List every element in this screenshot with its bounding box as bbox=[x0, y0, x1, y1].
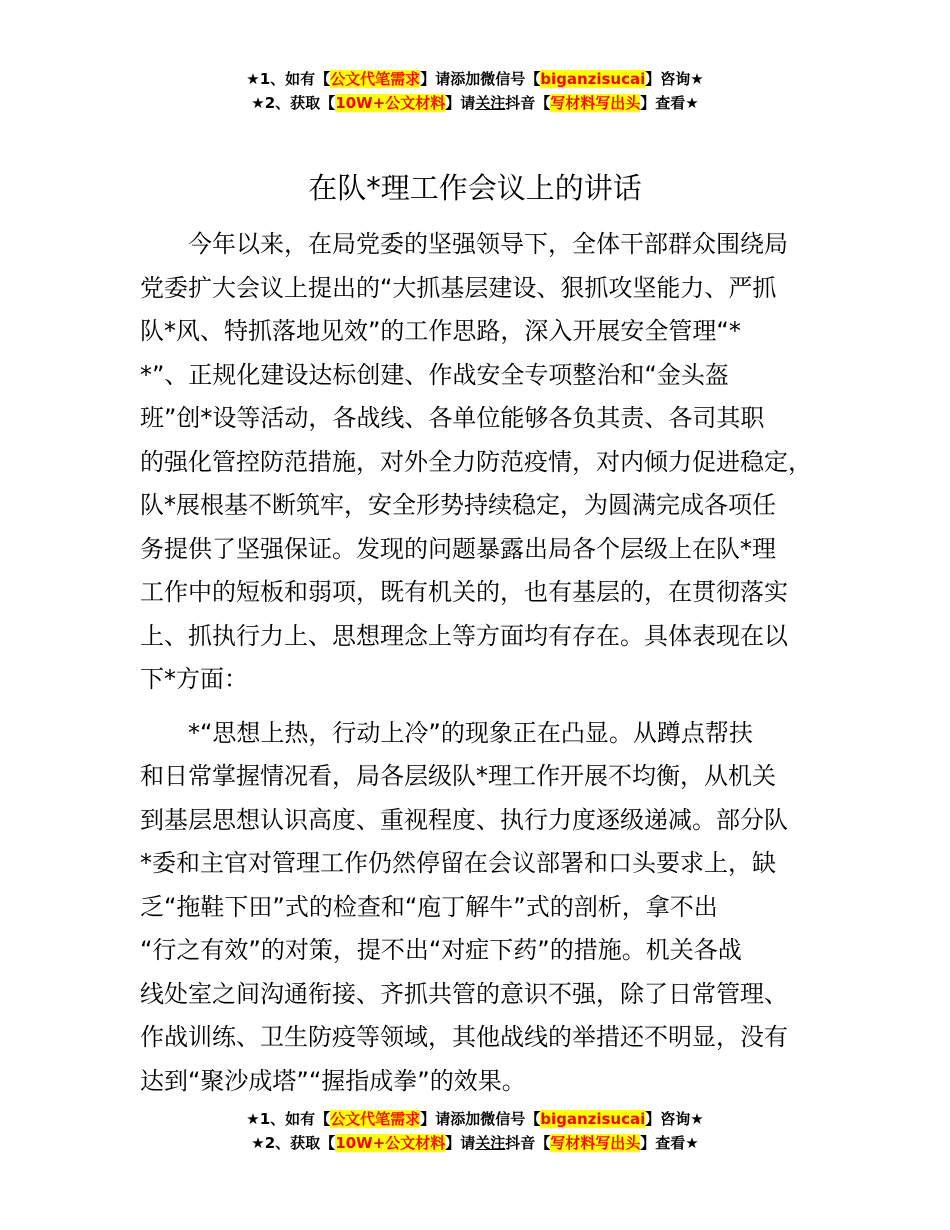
promo-highlight-douyin: 写材料写出头 bbox=[550, 94, 641, 112]
promo-highlight-wechat-id: biganzisucai bbox=[540, 70, 646, 88]
paragraph-line: 工作中的短板和弱项，既有机关的，也有基层的，在贯彻落实 bbox=[140, 578, 788, 606]
promo-line-1: ★1、如有【公文代笔需求】请添加微信号【biganzisucai】咨询★ bbox=[246, 70, 704, 88]
paragraph-line: “行之有效”的对策，提不出“对症下药”的措施。机关各战 bbox=[140, 936, 742, 964]
paragraph-line: 的强化管控防范措施，对外全力防范疫情，对内倾力促进稳定， bbox=[140, 447, 812, 476]
paragraph-line: *”、正规化建设达标创建、作战安全专项整治和“金头盔 bbox=[140, 360, 729, 389]
paragraph-line: 今年以来，在局党委的坚强领导下，全体干部群众围绕局 bbox=[188, 230, 788, 258]
paragraph-line: 队*展根基不断筑牢，安全形势持续稳定，为圆满完成各项任 bbox=[140, 491, 776, 519]
promo-highlight-service: 公文代笔需求 bbox=[330, 1110, 421, 1128]
paragraph-line: 上、抓执行力上、思想理念上等方面均有存在。具体表现在以 bbox=[140, 621, 788, 650]
paragraph-line: 到基层思想认识高度、重视程度、执行力度逐级递减。部分队 bbox=[140, 805, 788, 834]
paragraph-1 bbox=[140, 223, 840, 702]
promo-underline-follow: 关注 bbox=[475, 1134, 506, 1152]
paragraph-line: 线处室之间沟通衔接、齐抓共管的意识不强，除了日常管理、 bbox=[140, 979, 788, 1008]
paragraph-line: 作战训练、卫生防疫等领域，其他战线的举措还不明显，没有 bbox=[140, 1023, 788, 1051]
paragraph-line: 班”创*设等活动，各战线、各单位能够各负其责、各司其职 bbox=[140, 404, 765, 432]
promo-underline-follow: 关注 bbox=[475, 94, 506, 112]
promo-line-1: ★1、如有【公文代笔需求】请添加微信号【biganzisucai】咨询★ bbox=[246, 1110, 704, 1128]
paragraph-line: 和日常掌握情况看，局各层级队*理工作开展不均衡，从机关 bbox=[140, 762, 776, 790]
footer-promo-banner bbox=[0, 1107, 950, 1155]
paragraph-line: 下*方面： bbox=[140, 665, 248, 693]
promo-line-2: ★2、获取【10W+公文材料】请关注抖音【写材料写出头】查看★ bbox=[251, 94, 699, 112]
document-body bbox=[140, 223, 840, 1103]
paragraph-line: 达到“聚沙成塔”“握指成拳”的效果。 bbox=[140, 1066, 526, 1095]
promo-highlight-douyin: 写材料写出头 bbox=[550, 1134, 641, 1152]
paragraph-line: *“思想上热，行动上冷”的现象正在凸显。从蹲点帮扶 bbox=[188, 718, 753, 747]
header-promo-banner bbox=[0, 67, 950, 115]
document-title: 在队*理工作会议上的讲话 bbox=[308, 171, 642, 205]
paragraph-line: 乏“拖鞋下田”式的检查和“庖丁解牛”式的剖析，拿不出 bbox=[140, 892, 718, 921]
promo-highlight-materials: 10W+公文材料 bbox=[335, 94, 446, 112]
paragraph-line: 务提供了坚强保证。发现的问题暴露出局各个层级上在队*理 bbox=[140, 534, 776, 563]
paragraph-spacer bbox=[140, 702, 840, 712]
paragraph-line: 党委扩大会议上提出的“大抓基层建设、狠抓攻坚能力、严抓 bbox=[140, 273, 777, 302]
promo-line-2: ★2、获取【10W+公文材料】请关注抖音【写材料写出头】查看★ bbox=[251, 1134, 699, 1152]
promo-highlight-materials: 10W+公文材料 bbox=[335, 1134, 446, 1152]
promo-highlight-wechat-id: biganzisucai bbox=[540, 1110, 646, 1128]
paragraph-2 bbox=[140, 712, 840, 1104]
paragraph-line: *委和主官对管理工作仍然停留在会议部署和口头要求上，缺 bbox=[140, 849, 776, 877]
paragraph-line: 队*风、特抓落地见效”的工作思路，深入开展安全管理“* bbox=[140, 317, 741, 345]
promo-highlight-service: 公文代笔需求 bbox=[330, 70, 421, 88]
